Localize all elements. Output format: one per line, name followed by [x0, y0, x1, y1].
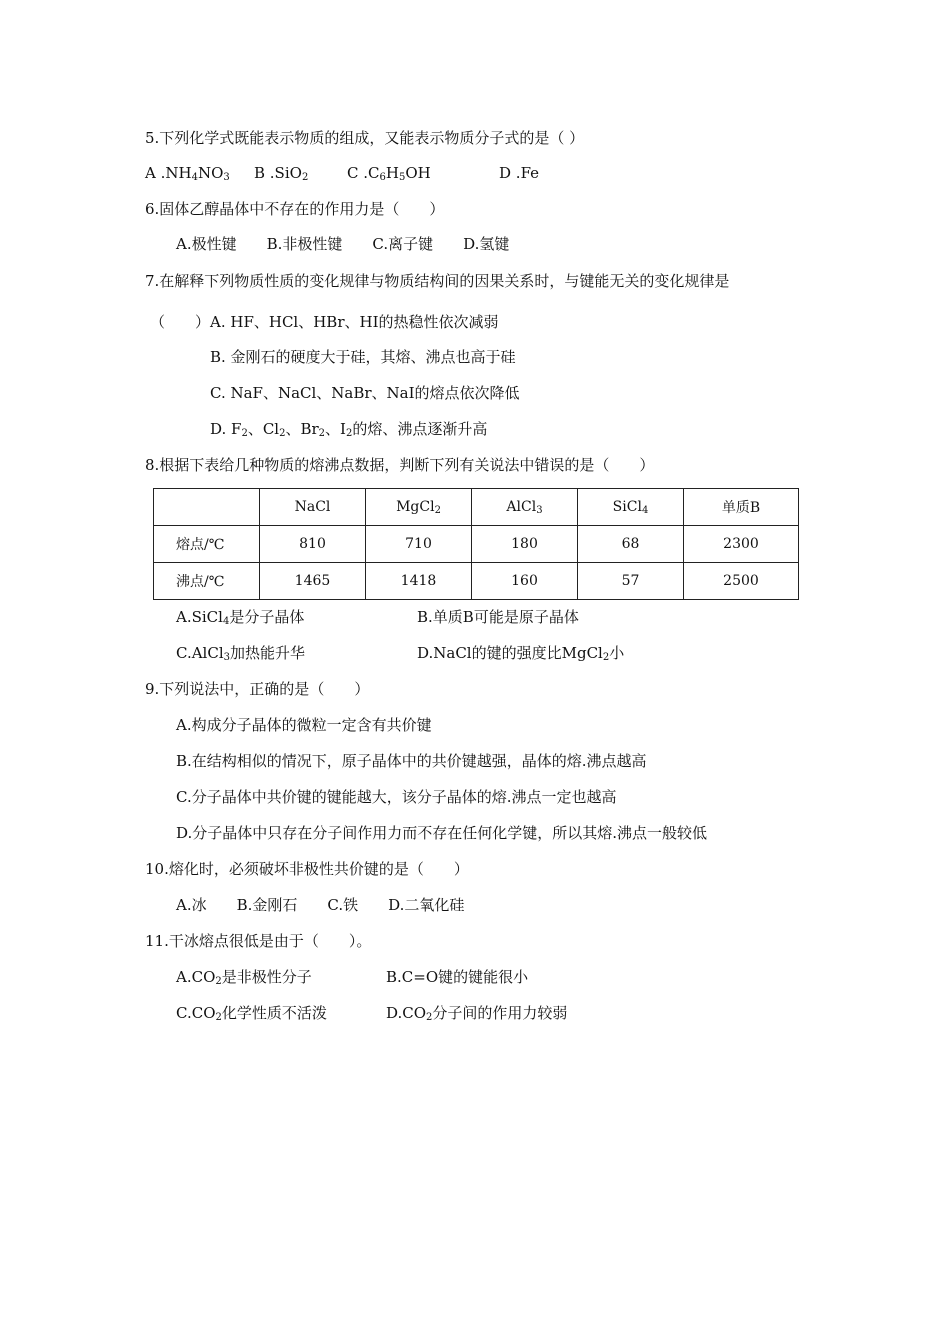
q9-option-d: D.分子晶体中只存在分子间作用力而不存在任何化学键，所以其熔.沸点一般较低	[176, 824, 708, 842]
q9-option-b: B.在结构相似的情况下，原子晶体中的共价键越强，晶体的熔.沸点越高	[176, 752, 647, 770]
table-cell: 710	[366, 526, 472, 563]
table-cell: 160	[472, 563, 578, 600]
header-mgcl2: MgCl$_2$	[366, 489, 472, 526]
table-cell: 1418	[366, 563, 472, 600]
table-corner-cell	[154, 489, 260, 526]
q10-options: A.冰 B.金刚石 C.铁 D.二氧化硅	[176, 896, 465, 914]
header-alcl3: AlCl$_3$	[472, 489, 578, 526]
table-cell: 68	[578, 526, 684, 563]
q7-option-a: A. HF、HCl、HBr、HI的热稳性依次减弱	[210, 313, 499, 331]
table-cell: 2500	[684, 563, 799, 600]
q11-option-c: $C.CO_2$化学性质不活泼	[176, 1004, 327, 1023]
table-cell: 1465	[260, 563, 366, 600]
q8-option-b: B.单质B可能是原子晶体	[417, 608, 579, 626]
table-row	[154, 563, 799, 600]
q7-stem: 7.在解释下列物质性质的变化规律与物质结构间的因果关系时，与键能无关的变化规律是	[145, 272, 730, 290]
header-sicl4: SiCl$_4$	[578, 489, 684, 526]
q9-stem: 9.下列说法中，正确的是（ ）	[145, 680, 370, 698]
q5-option-c: C $.C_6H_5OH$	[347, 164, 431, 183]
q11-option-a: $A.CO_2$是非极性分子	[176, 968, 312, 987]
q8-option-a: A.SiCl$_4$是分子晶体	[176, 608, 305, 627]
q5-option-d: D .Fe	[499, 164, 540, 182]
table-cell: 57	[578, 563, 684, 600]
q7-option-b: B. 金刚石的硬度大于硅，其熔、沸点也高于硅	[210, 348, 516, 366]
table-cell: 2300	[684, 526, 799, 563]
header-nacl: NaCl	[260, 489, 366, 526]
q11-option-b: B.C=O键的键能很小	[386, 968, 529, 986]
q6-stem: 6.固体乙醇晶体中不存在的作用力是（ ）	[145, 200, 445, 218]
q5-option-b: B .SiO$_2$	[254, 164, 309, 183]
table-cell: 810	[260, 526, 366, 563]
q7-option-d: D. $F_2$、$Cl_2$、$Br_2$、$I_2$的熔、沸点逐渐升高	[210, 420, 488, 439]
q7-option-c: C. NaF、NaCl、NaBr、NaI的熔点依次降低	[210, 384, 520, 402]
q6-options: A.极性键 B.非极性键 C.离子键 D.氢键	[176, 235, 510, 253]
table-row	[154, 526, 799, 563]
row-label-boiling: 沸点/℃	[154, 563, 260, 600]
q8-option-d: D.NaCl的键的强度比MgCl$_2$小	[417, 644, 625, 663]
table-header-row	[154, 489, 799, 526]
table-cell: 180	[472, 526, 578, 563]
q11-option-d: $D.CO_2$分子间的作用力较弱	[386, 1004, 568, 1023]
header-element-b: 单质B	[684, 489, 799, 526]
q10-stem: 10.熔化时，必须破坏非极性共价键的是（ ）	[145, 860, 469, 878]
q7-answer-paren: （ ）	[150, 313, 211, 331]
row-label-melting: 熔点/℃	[154, 526, 260, 563]
q9-option-a: A.构成分子晶体的微粒一定含有共价键	[176, 716, 432, 734]
melting-boiling-table	[153, 488, 799, 600]
q11-stem: 11.干冰熔点很低是由于（ ）。	[145, 932, 372, 950]
q5-option-a: A $.NH_4NO_3$	[145, 164, 230, 183]
q8-stem: 8.根据下表给几种物质的熔沸点数据，判断下列有关说法中错误的是（ ）	[145, 456, 655, 474]
q9-option-c: C.分子晶体中共价键的键能越大，该分子晶体的熔.沸点一定也越高	[176, 788, 617, 806]
q5-stem: 5.下列化学式既能表示物质的组成，又能表示物质分子式的是（ ）	[145, 129, 585, 147]
q8-option-c: C.AlCl$_3$加热能升华	[176, 644, 306, 663]
